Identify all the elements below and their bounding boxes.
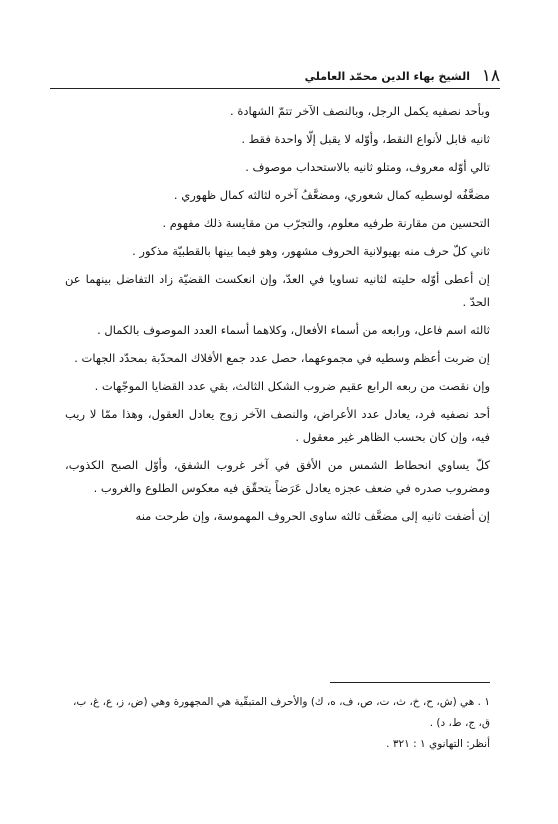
paragraph: ثالثه اسم فاعل، ورابعه من أسماء الأفعال، وكلاهما أسماء العدد الموصوف بالكمال . <box>97 323 490 337</box>
paragraph: وإن نقصت من ربعه الرابع عقيم ضروب الشكل الثالث، بقي عدد القضايا الموجّهات . <box>94 379 490 393</box>
paragraph: أحد نصفيه فرد، يعادل عدد الأعراض، والنصف الآخر زوج يعادل العقول، وهذا ممّا لا ريب فيه، وإن كان بحسب الظاهر غير معقول . <box>65 407 490 444</box>
paragraph: مضعَّفُه لوسطيه كمال شعوري، ومضعَّفُ آخره لثالثه كمال ظهوري . <box>173 188 490 202</box>
paragraph: إن أعطى أوّله حليته لثانيه تساويا في العدّ، وإن انعكست القضيّة زاد التفاضل بينهما عن الحدّ . <box>65 272 490 309</box>
footnote-divider <box>330 682 490 683</box>
paragraph: إن ضربت أعظم وسطيه في مجموعهما، حصل عدد جمع الأفلاك المحدّبة بمحدّد الجهات . <box>74 351 490 365</box>
paragraph: كلّ يساوي انحطاط الشمس من الأفق في آخر غروب الشفق، وأوّل الصبح الكذوب، ومضروب صدره في ضعف عجزه يعادل عَرَضاً يتحقّق فيه معكوس الطلوع والغروب . <box>65 458 490 495</box>
paragraph: ثانيه قابل لأنواع النقط، وأوّله لا يقبل إلّا واحدة فقط . <box>241 132 490 146</box>
footnote-reference: أنظر: التهانوي ١ : ٣٢١ . <box>386 738 490 750</box>
body-text <box>65 100 490 528</box>
paragraph-with-footnote <box>65 505 490 528</box>
footnote: ١ . هي (ش، ح، خ، ث، ت، ص، ف، ه، ك) والأحرف المتبقّية هي المجهورة وهي (ض، ز، ع، غ، ب، ق، ج، ط، د) . <box>73 696 490 729</box>
paragraph: ثاني كلّ حرف منه بهيولانية الحروف مشهور، وهو فيما بينها بالقطبيّة مذكور . <box>132 244 490 258</box>
paragraph-text: إن أضفت ثانيه إلى مضعَّف ثالثه ساوى الحروف المهموسة، وإن طرحت منه <box>135 509 490 523</box>
running-title: الشيخ بهاء الدين محمّد العاملي <box>304 70 470 83</box>
page-header <box>50 66 500 89</box>
paragraph: وبأحد نصفيه يكمل الرجل، وبالنصف الآخر تتمّ الشهادة . <box>230 104 490 118</box>
footnotes <box>60 692 490 755</box>
page-number: ١٨ <box>481 66 500 86</box>
paragraph: التحسين من مقارنة طرفيه معلوم، والتجرّب من مقايسة ذلك مفهوم . <box>162 216 490 230</box>
paragraph: تالي أوّله معروف، ومتلو ثانيه بالاستحداب موصوف . <box>245 160 490 174</box>
